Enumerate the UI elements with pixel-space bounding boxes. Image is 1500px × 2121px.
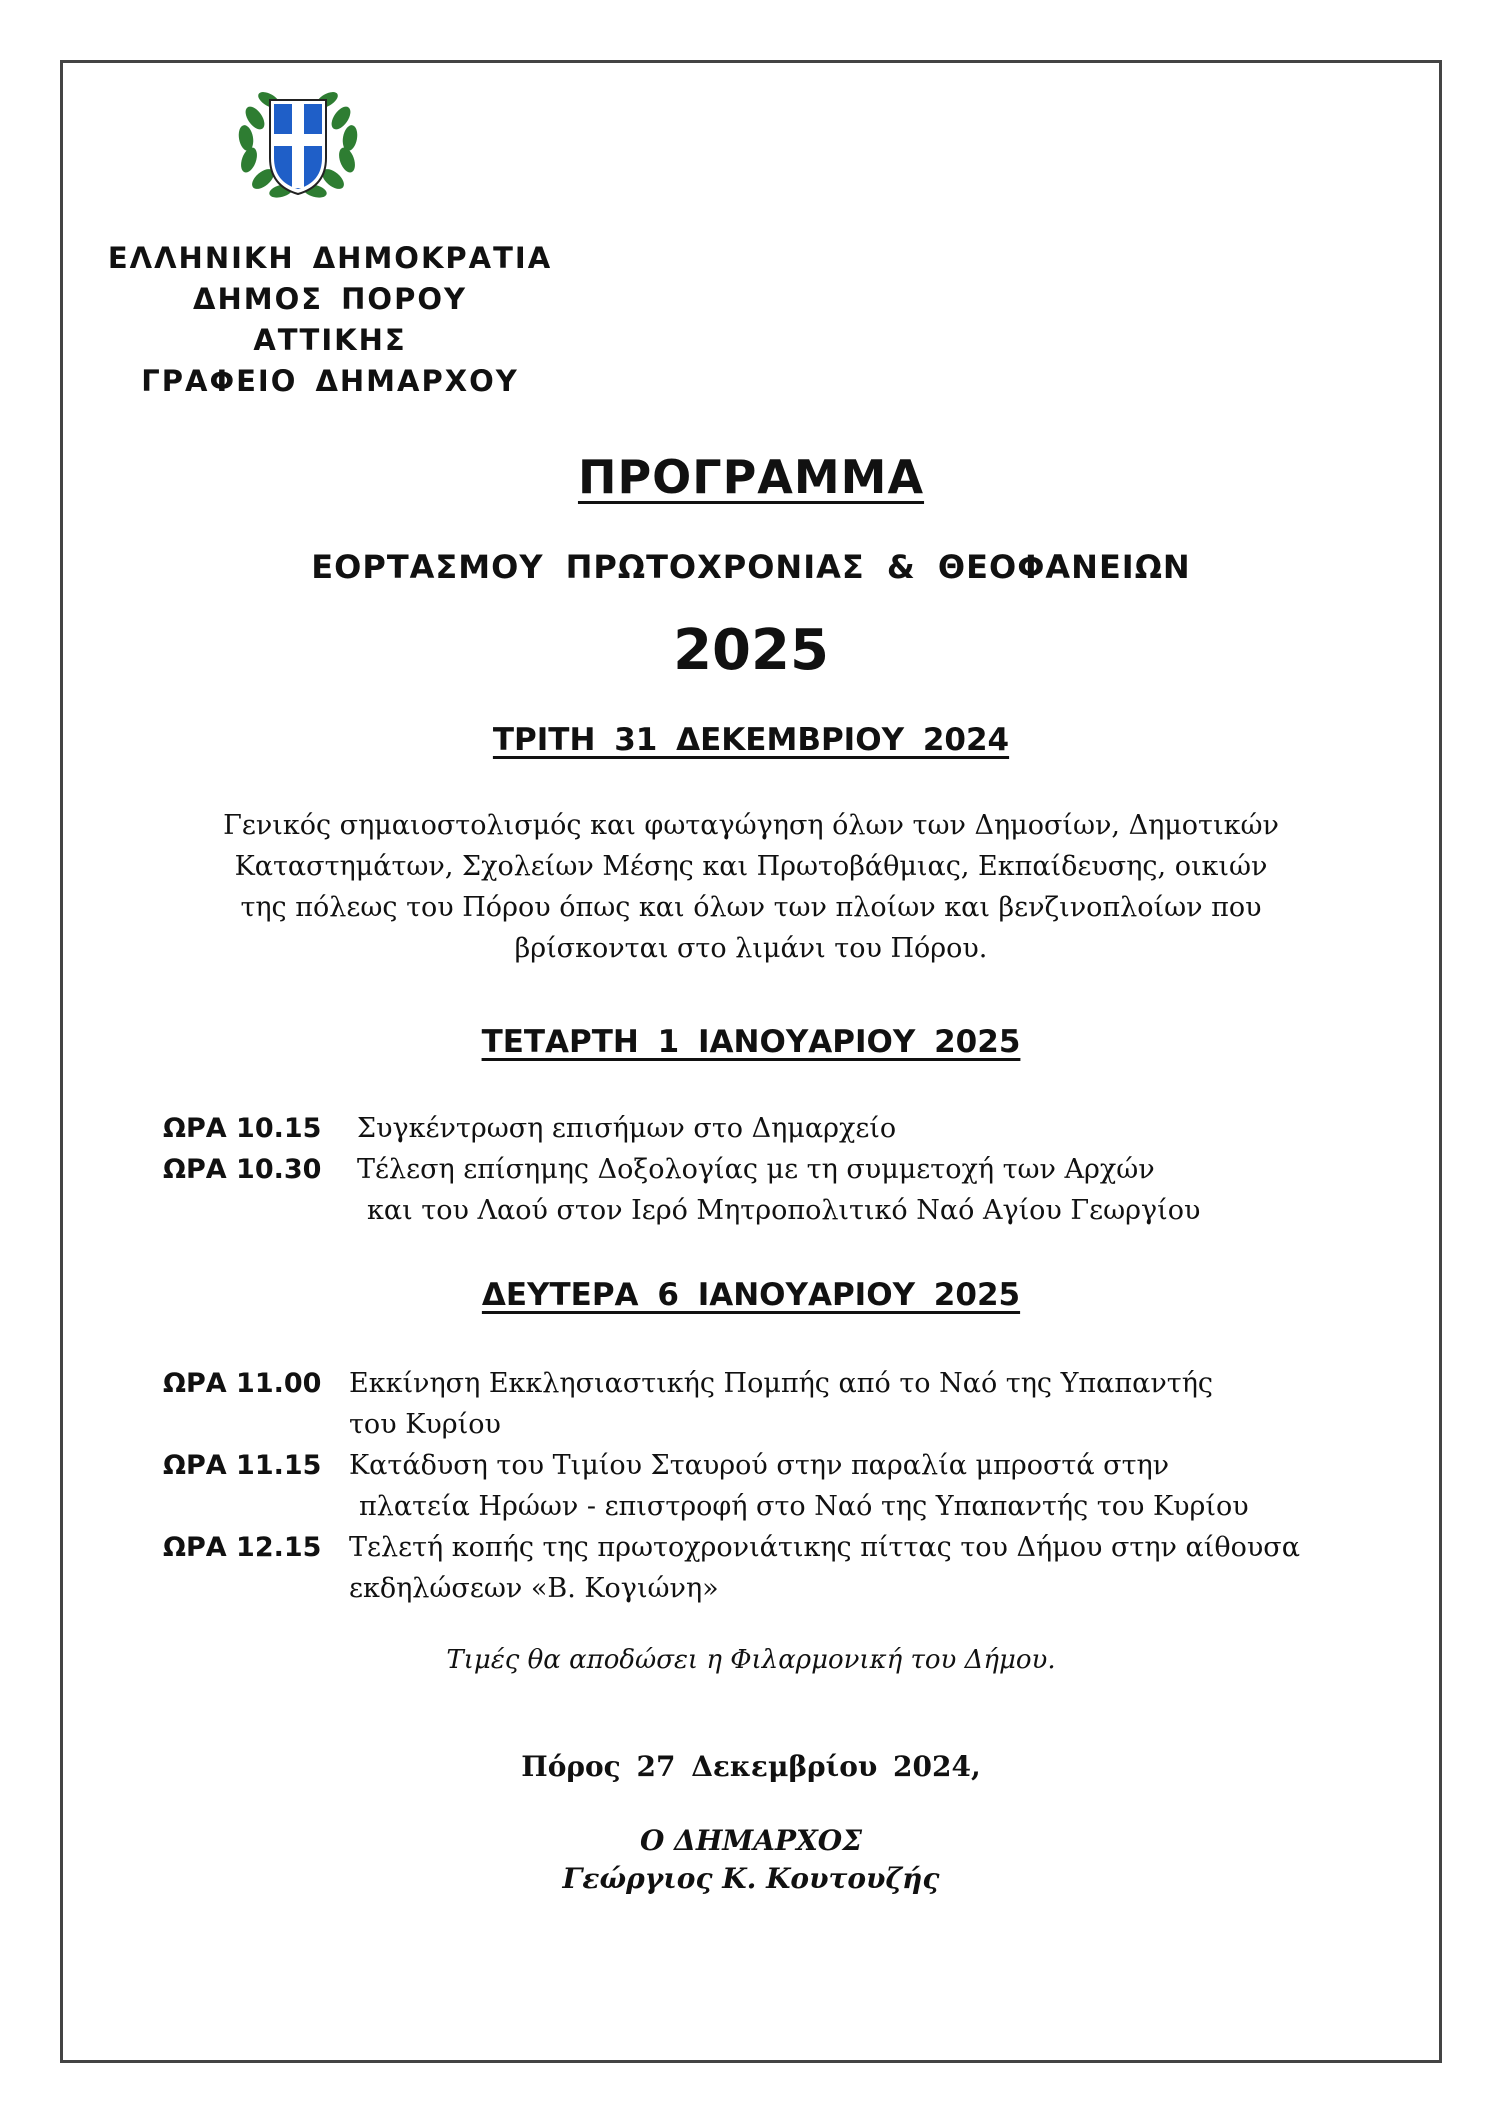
paragraph-line: της πόλεως του Πόρου όπως και όλων των πλοίων και βενζινοπλοίων που	[240, 892, 1262, 923]
event-description: Εκκίνηση Εκκλησιαστικής Πομπής από το Ναό της Υπαπαντής	[349, 1368, 1214, 1399]
event-description: Τέλεση επίσημης Δοξολογίας με τη συμμετοχή των Αρχών	[357, 1154, 1155, 1185]
date-heading-jan6: ΔΕΥΤΕΡΑ 6 ΙΑΝΟΥΑΡΙΟΥ 2025	[481, 1277, 1021, 1313]
event-time: ΩΡΑ 10.30	[163, 1154, 322, 1185]
event-description: Κατάδυση του Τιμίου Σταυρού στην παραλία μπροστά στην	[349, 1450, 1170, 1481]
header-line-republic: ΕΛΛΗΝΙΚΗ ΔΗΜΟΚΡΑΤΙΑ	[107, 241, 553, 275]
event-time: ΩΡΑ 12.15	[163, 1532, 322, 1563]
paragraph-line: Καταστημάτων, Σχολείων Μέσης και Πρωτοβάθμιας, Εκπαίδευσης, οικιών	[234, 851, 1268, 882]
date-heading-dec31: ΤΡΙΤΗ 31 ΔΕΚΕΜΒΡΙΟΥ 2024	[492, 722, 1010, 758]
event-time: ΩΡΑ 11.00	[163, 1368, 322, 1399]
event-description-continued: πλατεία Ηρώων - επιστροφή στο Ναό της Υπαπαντής του Κυρίου	[359, 1491, 1249, 1522]
event-time: ΩΡΑ 10.15	[163, 1113, 322, 1144]
header-line-office: ΓΡΑΦΕΙΟ ΔΗΜΑΡΧΟΥ	[141, 364, 519, 398]
program-year: 2025	[673, 618, 829, 683]
event-description-continued: εκδηλώσεων «Β. Κογιώνη»	[349, 1573, 719, 1604]
header-line-region: ΑΤΤΙΚΗΣ	[253, 323, 407, 357]
event-description-continued: και του Λαού στον Ιερό Μητροπολιτικό Ναό Αγίου Γεωργίου	[367, 1195, 1201, 1226]
event-description: Τελετή κοπής της πρωτοχρονιάτικης πίττας του Δήμου στην αίθουσα	[349, 1532, 1300, 1563]
place-and-date: Πόρος 27 Δεκεμβρίου 2024,	[521, 1750, 981, 1783]
signature-role: Ο ΔΗΜΑΡΧΟΣ	[639, 1824, 862, 1857]
header-line-municipality: ΔΗΜΟΣ ΠΟΡΟΥ	[193, 282, 467, 316]
event-description: Συγκέντρωση επισήμων στο Δημαρχείο	[357, 1113, 897, 1144]
page-subtitle: ΕΟΡΤΑΣΜΟΥ ΠΡΩΤΟΧΡΟΝΙΑΣ & ΘΕΟΦΑΝΕΙΩΝ	[311, 548, 1191, 586]
paragraph-line: Γενικός σημαιοστολισμός και φωταγώγηση όλων των Δημοσίων, Δημοτικών	[223, 810, 1279, 841]
signature-name: Γεώργιος Κ. Κουτουζής	[562, 1862, 940, 1895]
event-description-continued: του Κυρίου	[349, 1409, 501, 1440]
greek-coat-of-arms-icon	[233, 78, 363, 208]
page-title: ΠΡΟΓΡΑΜΜΑ	[577, 450, 925, 504]
event-time: ΩΡΑ 11.15	[163, 1450, 322, 1481]
date-heading-jan1: ΤΕΤΑΡΤΗ 1 ΙΑΝΟΥΑΡΙΟΥ 2025	[481, 1024, 1021, 1060]
philharmonic-note: Τιμές θα αποδώσει η Φιλαρμονική του Δήμου.	[446, 1645, 1056, 1675]
paragraph-line: βρίσκονται στο λιμάνι του Πόρου.	[514, 933, 988, 964]
